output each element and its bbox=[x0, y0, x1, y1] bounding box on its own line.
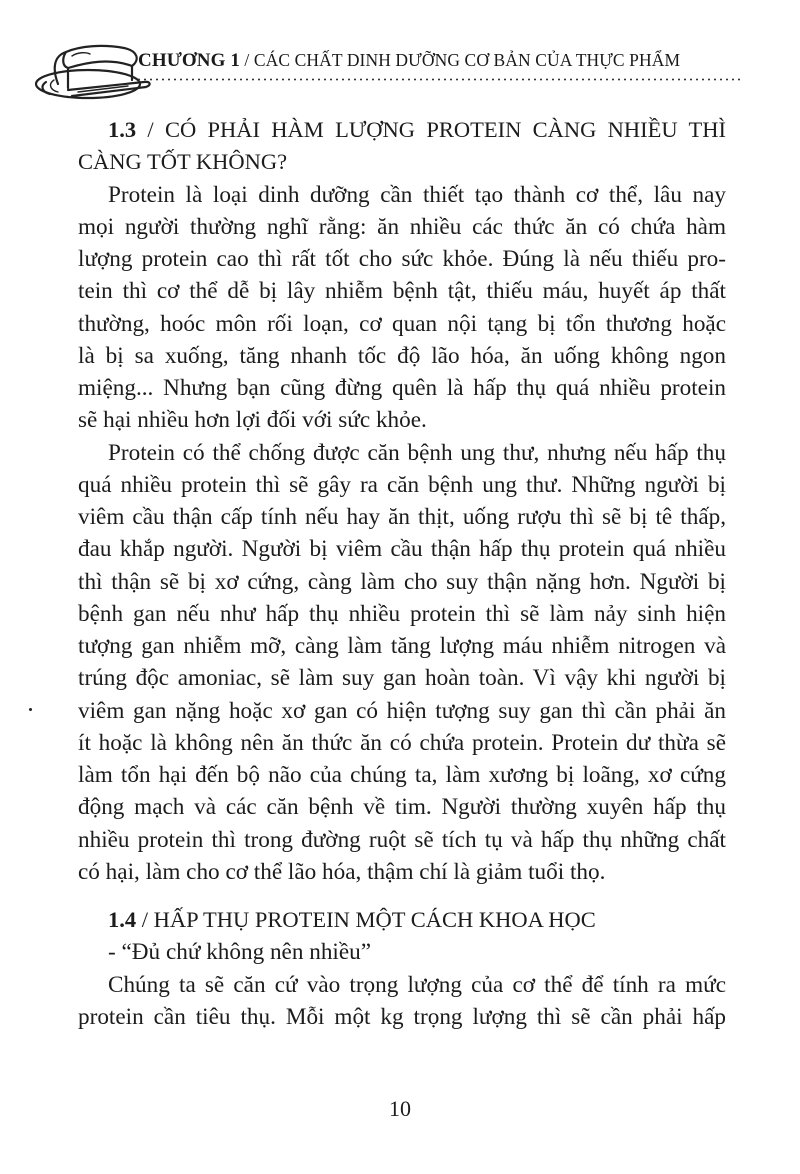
text-line: quá nhiều protein thì sẽ gây ra căn bệnh ung thư. Những người bị bbox=[78, 471, 726, 498]
text-line: ít hoặc là không nên ăn thức ăn có chứa protein. Protein dư thừa sẽ bbox=[78, 729, 726, 756]
section-subtitle: - “Đủ chứ không nên nhiều” bbox=[108, 939, 372, 966]
text-line: viêm cầu thận cấp tính nếu hay ăn thịt, uống rượu thì sẽ bị tê thấp, bbox=[78, 504, 726, 530]
text-line: Chúng ta sẽ căn cứ vào trọng lượng của cơ thể để tính ra mức bbox=[108, 971, 726, 998]
text-line: viêm gan nặng hoặc xơ gan có hiện tượng suy gan thì cần phải ăn bbox=[78, 697, 726, 724]
text-line: là bị sa xuống, tăng nhanh tốc độ lão hóa, ăn uống không ngon bbox=[78, 342, 726, 369]
chapter-heading bbox=[138, 50, 680, 72]
text-line: động mạch và các căn bệnh về tim. Người thường xuyên hấp thụ bbox=[78, 794, 726, 821]
text-line: có hại, làm cho cơ thể lão hóa, thậm chí là giảm tuổi thọ. bbox=[78, 858, 606, 885]
section-title-line: / CÓ PHẢI HÀM LƯỢNG PROTEIN CÀNG NHIỀU THÌ bbox=[136, 117, 726, 142]
text-line: protein cần tiêu thụ. Mỗi một kg trọng lượng thì sẽ cần phải hấp bbox=[78, 1003, 726, 1030]
section-number: 1.3 bbox=[108, 117, 137, 142]
section-heading-1-3 bbox=[78, 114, 726, 146]
text-line: tein thì cơ thể dễ bị lây nhiễm bệnh tật, thiếu máu, huyết áp thất bbox=[78, 278, 726, 305]
section-heading-1-4 bbox=[78, 904, 726, 936]
header-dotted-rule bbox=[136, 78, 742, 81]
text-line: tượng gan nhiễm mỡ, càng làm tăng lượng máu nhiễm nitrogen và bbox=[78, 633, 726, 659]
text-line: Protein là loại dinh dưỡng cần thiết tạo thành cơ thể, lâu nay bbox=[108, 181, 726, 208]
text-line: trúng độc amoniac, sẽ làm suy gan hoàn toàn. Vì vậy khi người bị bbox=[78, 665, 726, 692]
text-line: đau khắp người. Người bị viêm cầu thận hấp thụ protein quá nhiều bbox=[78, 536, 726, 563]
section-number: 1.4 bbox=[108, 907, 137, 932]
chapter-number: CHƯƠNG 1 bbox=[138, 50, 240, 71]
section-title-line-2: CÀNG TỐT KHÔNG? bbox=[78, 149, 288, 175]
paragraph-3 bbox=[78, 969, 726, 1034]
section-gap bbox=[78, 888, 726, 904]
text-line: sẽ hại nhiều hơn lợi đối với sức khỏe. bbox=[78, 407, 427, 434]
text-line: thường, hoóc môn rối loạn, cơ quan nội tạng bị tổn thương hoặc bbox=[78, 310, 726, 337]
paragraph-2 bbox=[78, 437, 726, 889]
text-line: bệnh gan nếu như hấp thụ nhiều protein thì sẽ làm nảy sinh hiện bbox=[78, 600, 726, 627]
chapter-title: / CÁC CHẤT DINH DƯỠNG CƠ BẢN CỦA THỰC PHẨM bbox=[239, 50, 681, 70]
text-line: thì thận sẽ bị xơ cứng, càng làm cho suy thận nặng hơn. Người bị bbox=[78, 568, 726, 595]
text-line: nhiều protein thì trong đường ruột sẽ tích tụ và hấp thụ những chất bbox=[78, 826, 726, 853]
scan-speck bbox=[29, 708, 32, 711]
text-line: miệng... Nhưng bạn cũng đừng quên là hấp thụ quá nhiều protein bbox=[78, 375, 726, 401]
paragraph-1 bbox=[78, 179, 726, 437]
text-line: mọi người thường nghĩ rằng: ăn nhiều các thức ăn có chứa hàm bbox=[78, 213, 726, 240]
chapter-header bbox=[0, 0, 800, 100]
text-line: lượng protein cao thì rất tốt cho sức khỏe. Đúng là nếu thiếu pro- bbox=[78, 246, 726, 272]
section-title: / HẤP THỤ PROTEIN MỘT CÁCH KHOA HỌC bbox=[136, 907, 596, 932]
text-line: làm tổn hại đến bộ não của chúng ta, làm xương bị loãng, xơ cứng bbox=[78, 762, 726, 788]
page-number: 10 bbox=[389, 1096, 411, 1121]
page-body bbox=[78, 114, 726, 1033]
text-line: Protein có thể chống được căn bệnh ung thư, nhưng nếu hấp thụ bbox=[108, 439, 726, 466]
